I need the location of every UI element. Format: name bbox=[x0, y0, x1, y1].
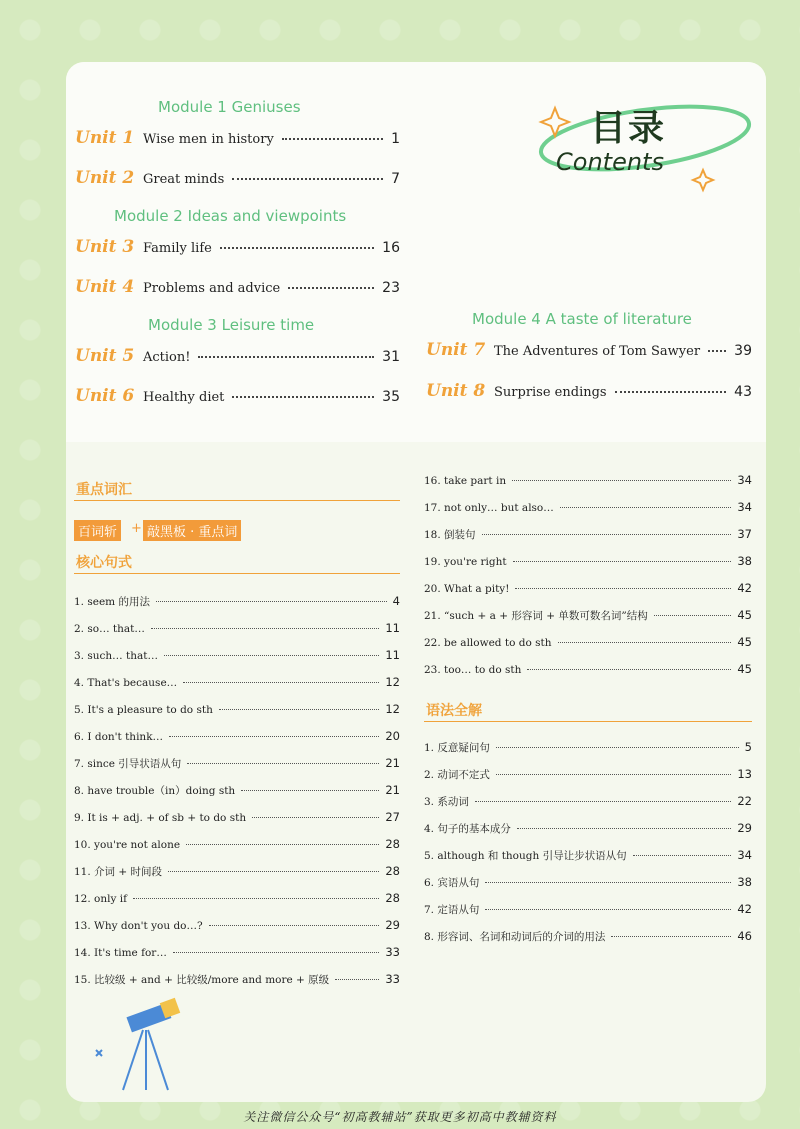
toc-item-page: 42 bbox=[737, 902, 752, 916]
leader-dots bbox=[611, 936, 731, 937]
toc-item-page: 11 bbox=[385, 648, 400, 662]
unit-page: 23 bbox=[382, 280, 400, 296]
toc-item-title: 11. 介词 + 时间段 bbox=[74, 866, 163, 878]
leader-dots bbox=[209, 925, 380, 926]
unit-title: Healthy diet bbox=[143, 390, 225, 405]
toc-item-title: 15. 比较级 + and + 比较级/more and more + 原级 bbox=[74, 974, 330, 986]
leader-dots bbox=[282, 138, 383, 140]
leader-dots bbox=[482, 534, 732, 535]
toc-item-title: 2. 动词不定式 bbox=[424, 769, 490, 781]
unit-page: 39 bbox=[734, 343, 752, 359]
toc-item-title: 7. since 引导状语从句 bbox=[74, 758, 182, 770]
toc-item[interactable] bbox=[74, 675, 400, 693]
toc-item-page: 28 bbox=[385, 837, 400, 851]
unit-page: 43 bbox=[734, 384, 752, 400]
toc-item-title: 21. “such + a + 形容词 + 单数可数名词”结构 bbox=[424, 610, 648, 622]
toc-item-title: 23. too… to do sth bbox=[424, 664, 522, 676]
leader-dots bbox=[156, 601, 387, 602]
section-divider bbox=[74, 573, 400, 574]
unit-title: Surprise endings bbox=[494, 385, 607, 400]
toc-item[interactable] bbox=[74, 918, 400, 936]
toc-item[interactable] bbox=[74, 864, 400, 882]
toc-item[interactable] bbox=[74, 891, 400, 909]
toc-item-title: 1. 反意疑问句 bbox=[424, 742, 490, 754]
toc-item-title: 3. such… that… bbox=[74, 650, 158, 662]
section-divider bbox=[74, 500, 400, 501]
toc-item-page: 13 bbox=[737, 767, 752, 781]
toc-item-title: 22. be allowed to do sth bbox=[424, 637, 552, 649]
toc-item-title: 4. 句子的基本成分 bbox=[424, 823, 511, 835]
toc-item[interactable] bbox=[424, 848, 752, 866]
unit-page: 16 bbox=[382, 240, 400, 256]
toc-item[interactable] bbox=[424, 500, 752, 518]
leader-dots bbox=[485, 882, 731, 883]
leader-dots bbox=[654, 615, 732, 616]
unit-3-entry[interactable] bbox=[75, 237, 400, 263]
toc-item[interactable] bbox=[424, 902, 752, 920]
sentences-section-heading: 核心句式 bbox=[76, 555, 132, 571]
unit-title: Family life bbox=[143, 241, 212, 256]
module-1-heading: Module 1 Geniuses bbox=[158, 98, 301, 116]
leader-dots bbox=[169, 736, 379, 737]
toc-item[interactable] bbox=[74, 702, 400, 720]
toc-item-title: 14. It's time for… bbox=[74, 947, 167, 959]
leader-dots bbox=[633, 855, 732, 856]
leader-dots bbox=[558, 642, 732, 643]
unit-1-entry[interactable] bbox=[75, 128, 400, 154]
leader-dots bbox=[527, 669, 731, 670]
toc-item-page: 38 bbox=[737, 875, 752, 889]
leader-dots bbox=[560, 507, 732, 508]
leader-dots bbox=[496, 774, 732, 775]
toc-item-page: 29 bbox=[385, 918, 400, 932]
toc-item-page: 42 bbox=[737, 581, 752, 595]
toc-item[interactable] bbox=[424, 875, 752, 893]
leader-dots bbox=[173, 952, 380, 953]
leader-dots bbox=[232, 178, 383, 180]
unit-2-entry[interactable] bbox=[75, 168, 400, 194]
toc-item-title: 7. 定语从句 bbox=[424, 904, 480, 916]
toc-item-title: 13. Why don't you do…? bbox=[74, 920, 203, 932]
toc-item-title: 12. only if bbox=[74, 893, 127, 905]
unit-5-entry[interactable] bbox=[75, 346, 400, 372]
unit-title: The Adventures of Tom Sawyer bbox=[494, 344, 701, 359]
telescope-icon bbox=[88, 990, 198, 1100]
module-4-heading: Module 4 A taste of literature bbox=[472, 310, 692, 328]
unit-label: Unit 3 bbox=[75, 237, 135, 257]
toc-item-page: 20 bbox=[385, 729, 400, 743]
toc-item[interactable] bbox=[74, 972, 400, 990]
leader-dots bbox=[288, 287, 374, 289]
unit-label: Unit 4 bbox=[75, 277, 135, 297]
toc-item-page: 28 bbox=[385, 891, 400, 905]
toc-item[interactable] bbox=[424, 473, 752, 491]
logo-title-cn: 目录 bbox=[590, 108, 667, 149]
toc-item-title: 4. That's because… bbox=[74, 677, 178, 689]
toc-item[interactable] bbox=[74, 594, 400, 612]
toc-item-page: 38 bbox=[737, 554, 752, 568]
toc-item-title: 5. although 和 though 引导让步状语从句 bbox=[424, 850, 627, 862]
toc-item[interactable] bbox=[424, 794, 752, 812]
leader-dots bbox=[198, 356, 374, 358]
unit-page: 31 bbox=[382, 349, 400, 365]
toc-item-page: 45 bbox=[737, 662, 752, 676]
toc-item-page: 45 bbox=[737, 608, 752, 622]
unit-page: 7 bbox=[391, 171, 400, 187]
leader-dots bbox=[512, 480, 731, 481]
toc-item-page: 4 bbox=[392, 594, 400, 608]
toc-item-title: 19. you're right bbox=[424, 556, 507, 568]
leader-dots bbox=[232, 396, 374, 398]
unit-title: Wise men in history bbox=[143, 132, 274, 147]
toc-item-page: 34 bbox=[737, 848, 752, 862]
leader-dots bbox=[517, 828, 732, 829]
toc-item-title: 17. not only… but also… bbox=[424, 502, 554, 514]
toc-item-title: 20. What a pity! bbox=[424, 583, 510, 595]
toc-item-page: 46 bbox=[737, 929, 752, 943]
unit-label: Unit 8 bbox=[426, 381, 486, 401]
toc-item-page: 34 bbox=[737, 473, 752, 487]
toc-item[interactable] bbox=[74, 810, 400, 828]
toc-item[interactable] bbox=[74, 648, 400, 666]
leader-dots bbox=[241, 790, 379, 791]
leader-dots bbox=[186, 844, 379, 845]
toc-item[interactable] bbox=[424, 821, 752, 839]
toc-item[interactable] bbox=[74, 756, 400, 774]
leader-dots bbox=[515, 588, 731, 589]
unit-7-entry[interactable] bbox=[426, 340, 752, 366]
toc-item[interactable] bbox=[74, 783, 400, 801]
vocab-section-heading: 重点词汇 bbox=[76, 482, 132, 498]
toc-item-page: 27 bbox=[385, 810, 400, 824]
leader-dots bbox=[219, 709, 380, 710]
toc-item[interactable] bbox=[74, 729, 400, 747]
leader-dots bbox=[475, 801, 732, 802]
leader-dots bbox=[164, 655, 379, 656]
unit-label: Unit 1 bbox=[75, 128, 135, 148]
toc-item-title: 6. I don't think… bbox=[74, 731, 164, 743]
leader-dots bbox=[513, 561, 732, 562]
leader-dots bbox=[335, 979, 379, 980]
toc-item-page: 12 bbox=[385, 675, 400, 689]
leader-dots bbox=[615, 391, 727, 393]
unit-title: Great minds bbox=[143, 172, 225, 187]
module-3-heading: Module 3 Leisure time bbox=[148, 316, 315, 334]
toc-item-title: 1. seem 的用法 bbox=[74, 596, 150, 608]
toc-item-title: 6. 宾语从句 bbox=[424, 877, 480, 889]
toc-item-page: 22 bbox=[737, 794, 752, 808]
leader-dots bbox=[151, 628, 379, 629]
leader-dots bbox=[168, 871, 379, 872]
unit-label: Unit 7 bbox=[426, 340, 486, 360]
unit-6-entry[interactable] bbox=[75, 386, 400, 412]
toc-item[interactable] bbox=[424, 929, 752, 947]
tag-qiaoheiban: 敲黑板 · 重点词 bbox=[143, 520, 241, 541]
toc-item[interactable] bbox=[424, 554, 752, 572]
tag-plus: + bbox=[131, 521, 142, 536]
toc-item[interactable] bbox=[424, 740, 752, 758]
toc-item[interactable] bbox=[74, 621, 400, 639]
leader-dots bbox=[496, 747, 739, 748]
logo-title-en: Contents bbox=[556, 148, 664, 176]
grammar-section-heading: 语法全解 bbox=[426, 703, 482, 719]
leader-dots bbox=[183, 682, 379, 683]
toc-item[interactable] bbox=[424, 527, 752, 545]
toc-item-page: 29 bbox=[737, 821, 752, 835]
toc-item-page: 21 bbox=[385, 756, 400, 770]
unit-title: Problems and advice bbox=[143, 281, 281, 296]
toc-item-title: 16. take part in bbox=[424, 475, 507, 487]
toc-item-page: 33 bbox=[385, 945, 400, 959]
footer-notice: 关注微信公众号“初高教辅站”获取更多初高中教辅资料 bbox=[243, 1110, 557, 1124]
toc-item-page: 37 bbox=[737, 527, 752, 541]
toc-item-page: 34 bbox=[737, 500, 752, 514]
unit-8-entry[interactable] bbox=[426, 381, 752, 407]
toc-item-page: 33 bbox=[385, 972, 400, 986]
toc-item-title: 5. It's a pleasure to do sth bbox=[74, 704, 213, 716]
toc-item-title: 8. have trouble（in）doing sth bbox=[74, 785, 236, 797]
toc-item-title: 3. 系动词 bbox=[424, 796, 469, 808]
toc-item-page: 28 bbox=[385, 864, 400, 878]
toc-item[interactable] bbox=[424, 581, 752, 599]
unit-title: Action! bbox=[143, 350, 191, 365]
toc-item-title: 18. 倒装句 bbox=[424, 529, 476, 541]
toc-item-page: 21 bbox=[385, 783, 400, 797]
unit-4-entry[interactable] bbox=[75, 277, 400, 303]
tag-baicizhan: 百词斩 bbox=[74, 520, 121, 541]
unit-label: Unit 2 bbox=[75, 168, 135, 188]
toc-item[interactable] bbox=[424, 635, 752, 653]
leader-dots bbox=[252, 817, 379, 818]
unit-label: Unit 6 bbox=[75, 386, 135, 406]
leader-dots bbox=[220, 247, 374, 249]
leader-dots bbox=[133, 898, 379, 899]
toc-item[interactable] bbox=[74, 945, 400, 963]
toc-item-title: 2. so… that… bbox=[74, 623, 145, 635]
toc-item-page: 11 bbox=[385, 621, 400, 635]
leader-dots bbox=[187, 763, 379, 764]
toc-item[interactable] bbox=[424, 662, 752, 680]
toc-item[interactable] bbox=[74, 837, 400, 855]
toc-item-page: 45 bbox=[737, 635, 752, 649]
leader-dots bbox=[708, 350, 726, 352]
unit-page: 35 bbox=[382, 389, 400, 405]
toc-item-title: 10. you're not alone bbox=[74, 839, 181, 851]
toc-item[interactable] bbox=[424, 608, 752, 626]
section-divider bbox=[424, 721, 752, 722]
toc-item[interactable] bbox=[424, 767, 752, 785]
toc-item-title: 9. It is + adj. + of sb + to do sth bbox=[74, 812, 247, 824]
toc-item-page: 5 bbox=[744, 740, 752, 754]
unit-page: 1 bbox=[391, 131, 400, 147]
module-2-heading: Module 2 Ideas and viewpoints bbox=[114, 207, 347, 225]
leader-dots bbox=[485, 909, 731, 910]
unit-label: Unit 5 bbox=[75, 346, 135, 366]
toc-item-page: 12 bbox=[385, 702, 400, 716]
toc-item-title: 8. 形容词、名词和动词后的介词的用法 bbox=[424, 931, 606, 943]
